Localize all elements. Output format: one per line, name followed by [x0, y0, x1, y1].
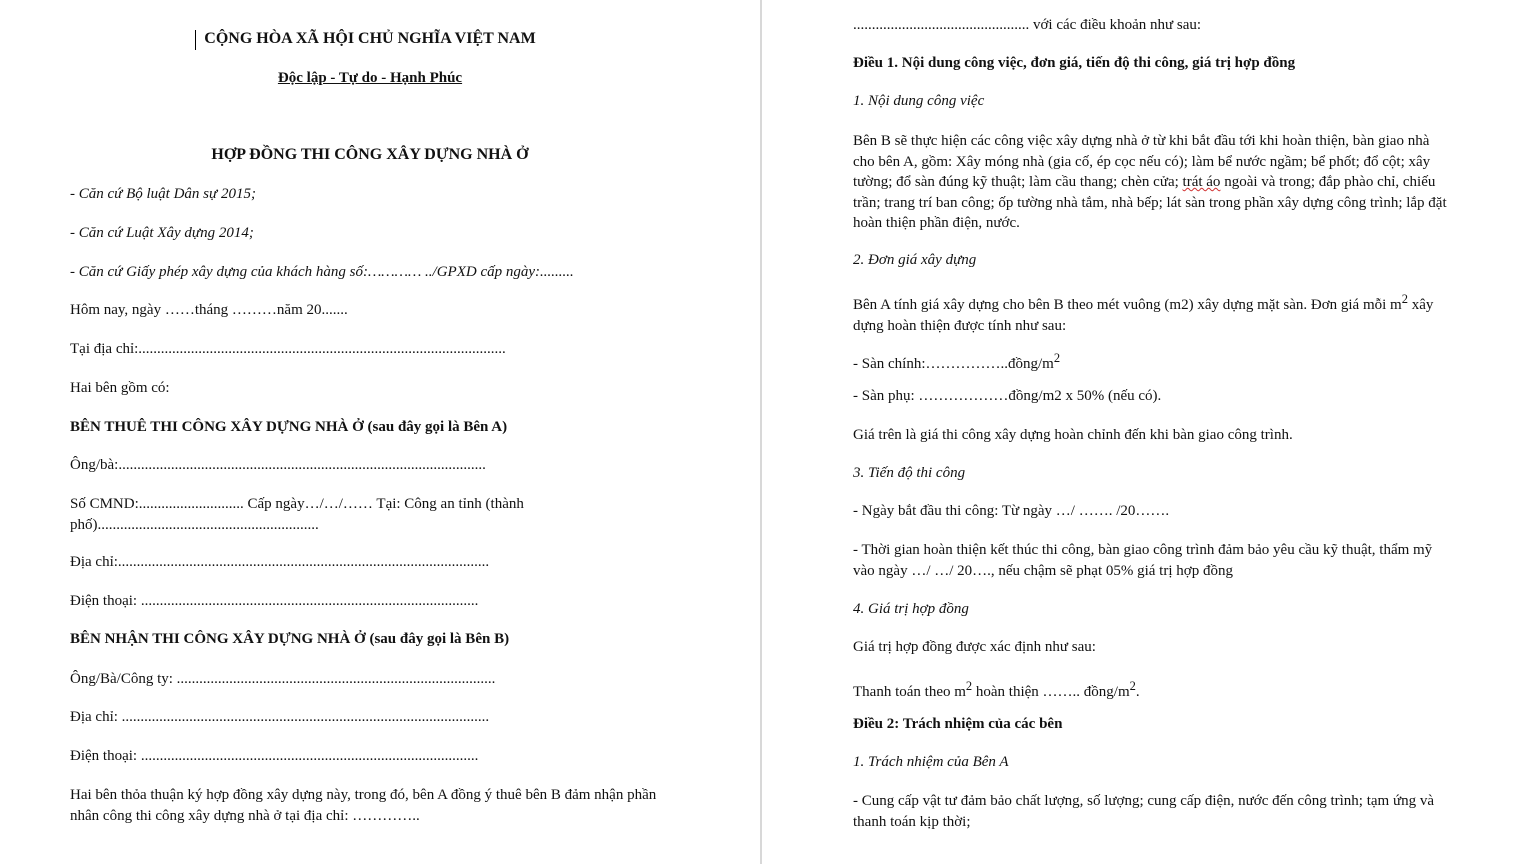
- national-title: CỘNG HÒA XÃ HỘI CHỦ NGHĨA VIỆT NAM: [204, 30, 536, 47]
- party-a-address: Địa chỉ:...................................................................................................: [70, 554, 490, 570]
- unit-price-text: Bên A tính giá xây dựng cho bên B theo mét vuông (m2) xây dựng mặt sàn. Đơn giá mỗi m: [853, 297, 1402, 313]
- aux-floor-line: - Sàn phụ: ………………đồng/m2 x 50% (nếu có).: [853, 388, 1162, 404]
- agreement-paragraph: Hai bên thỏa thuận ký hợp đồng xây dựng này, trong đó, bên A đồng ý thuê bên B đảm nhận phần nhân công thi công xây dựng nhà ở tại địa chỉ: …………..: [70, 787, 657, 824]
- party-b-phone: Điện thoại: ..........................................................................................: [70, 748, 479, 764]
- subheading-contract-value: 4. Giá trị hợp đồng: [853, 601, 969, 617]
- article-1-heading: Điều 1. Nội dung công việc, đơn giá, tiến độ thi công, giá trị hợp đồng: [853, 55, 1296, 71]
- payment-text-mid: hoàn thiện …….. đồng/m: [972, 684, 1130, 700]
- party-b-heading: BÊN NHẬN THI CÔNG XÂY DỰNG NHÀ Ở (sau đây gọi là Bên B): [70, 631, 510, 647]
- contract-title: HỢP ĐỒNG THI CÔNG XÂY DỰNG NHÀ Ở: [211, 146, 529, 163]
- party-a-responsibility-1: - Cung cấp vật tư đảm bảo chất lượng, số lượng; cung cấp điện, nước đến công trình; tạm ứng và thanh toán kịp thời;: [853, 793, 1434, 830]
- spellcheck-flagged-word: trát áo: [1182, 174, 1221, 190]
- document-page-left: [0, 0, 760, 864]
- party-a-heading: BÊN THUÊ THI CÔNG XÂY DỰNG NHÀ Ở (sau đây gọi là Bên A): [70, 419, 508, 435]
- payment-text: Thanh toán theo m: [853, 684, 966, 700]
- main-floor-superscript: 2: [1053, 351, 1061, 365]
- price-note: Giá trên là giá thi công xây dựng hoàn chỉnh đến khi bàn giao công trình.: [853, 427, 1293, 443]
- basis-construction-law: - Căn cứ Luật Xây dựng 2014;: [70, 225, 254, 241]
- party-a-phone: Điện thoại: ..........................................................................................: [70, 593, 479, 609]
- unit-price-text-end: xây dựng hoàn thiện được tính như sau:: [853, 297, 1434, 334]
- subheading-work-content: 1. Nội dung công việc: [853, 93, 985, 109]
- subheading-party-a-responsibility: 1. Trách nhiệm của Bên A: [853, 754, 1009, 770]
- work-content-paragraph: [853, 131, 1451, 234]
- payment-superscript-1: 2: [965, 679, 973, 693]
- date-line: Hôm nay, ngày ……tháng ………năm 20.......: [70, 302, 348, 318]
- party-b-address: Địa chỉ: ..................................................................................................: [70, 709, 490, 725]
- motto: Độc lập - Tự do - Hạnh Phúc: [277, 70, 463, 86]
- unit-price-paragraph: [853, 289, 1451, 336]
- work-content-text: Bên B sẽ thực hiện các công việc xây dựng nhà ở từ khi bắt đầu tới khi hoàn thiện, bàn giao nhà cho bên A, gồm: Xây móng nhà (gia cố, ép cọc nếu có); làm bể nước ngầm; bể phốt; đổ cột; xây tường; đổ sàn đúng kỹ thuật; làm cầu thang; chèn cửa;: [853, 133, 1431, 190]
- party-b-name: Ông/Bà/Công ty: .....................................................................................: [70, 671, 496, 687]
- continuation-line: ............................................... với các điều khoản như sau:: [853, 17, 1202, 33]
- unit-price-superscript: 2: [1401, 292, 1408, 306]
- basis-permit: - Căn cứ Giấy phép xây dựng của khách hàng số:………… ../GPXD cấp ngày:.........: [70, 264, 574, 280]
- value-intro: Giá trị hợp đồng được xác định như sau:: [853, 639, 1096, 655]
- place-line: Tại địa chỉ:..................................................................................................: [70, 341, 506, 357]
- subheading-unit-price: 2. Đơn giá xây dựng: [853, 252, 977, 268]
- parties-intro: Hai bên gồm có:: [70, 380, 170, 396]
- completion-paragraph: - Thời gian hoàn thiện kết thúc thi công, bàn giao công trình đảm bảo yêu cầu kỹ thuật, thẩm mỹ vào ngày …/ …/ 20…., nếu chậm sẽ phạt 05% giá trị hợp đồng: [853, 542, 1433, 579]
- work-content-text-end: ngoài và trong; đắp phào chỉ, chiếu trần; trang trí ban công; ốp tường nhà tắm, nhà bếp; lát sàn trong phần xây dựng công trình; lắp đặt hoàn thiện phần điện, nước.: [853, 174, 1447, 231]
- main-floor-text: - Sàn chính:……………..đồng/m: [853, 356, 1054, 372]
- main-floor-line: [853, 348, 1060, 375]
- article-2-heading: Điều 2: Trách nhiệm của các bên: [853, 716, 1063, 732]
- basis-civil-code: - Căn cứ Bộ luật Dân sự 2015;: [70, 186, 256, 202]
- payment-superscript-2: 2: [1129, 679, 1136, 693]
- start-date-line: - Ngày bắt đầu thi công: Từ ngày …/ ……. /20…….: [853, 503, 1170, 519]
- document-page-right: [762, 0, 1536, 864]
- party-a-id: Số CMND:............................ Cấp ngày…/…/…… Tại: Công an tỉnh (thành phố)...........................................................: [70, 496, 524, 533]
- payment-text-end: .: [1135, 684, 1140, 700]
- party-a-name: Ông/bà:..................................................................................................: [70, 457, 486, 473]
- payment-line: [853, 676, 1140, 703]
- subheading-schedule: 3. Tiến độ thi công: [853, 465, 966, 481]
